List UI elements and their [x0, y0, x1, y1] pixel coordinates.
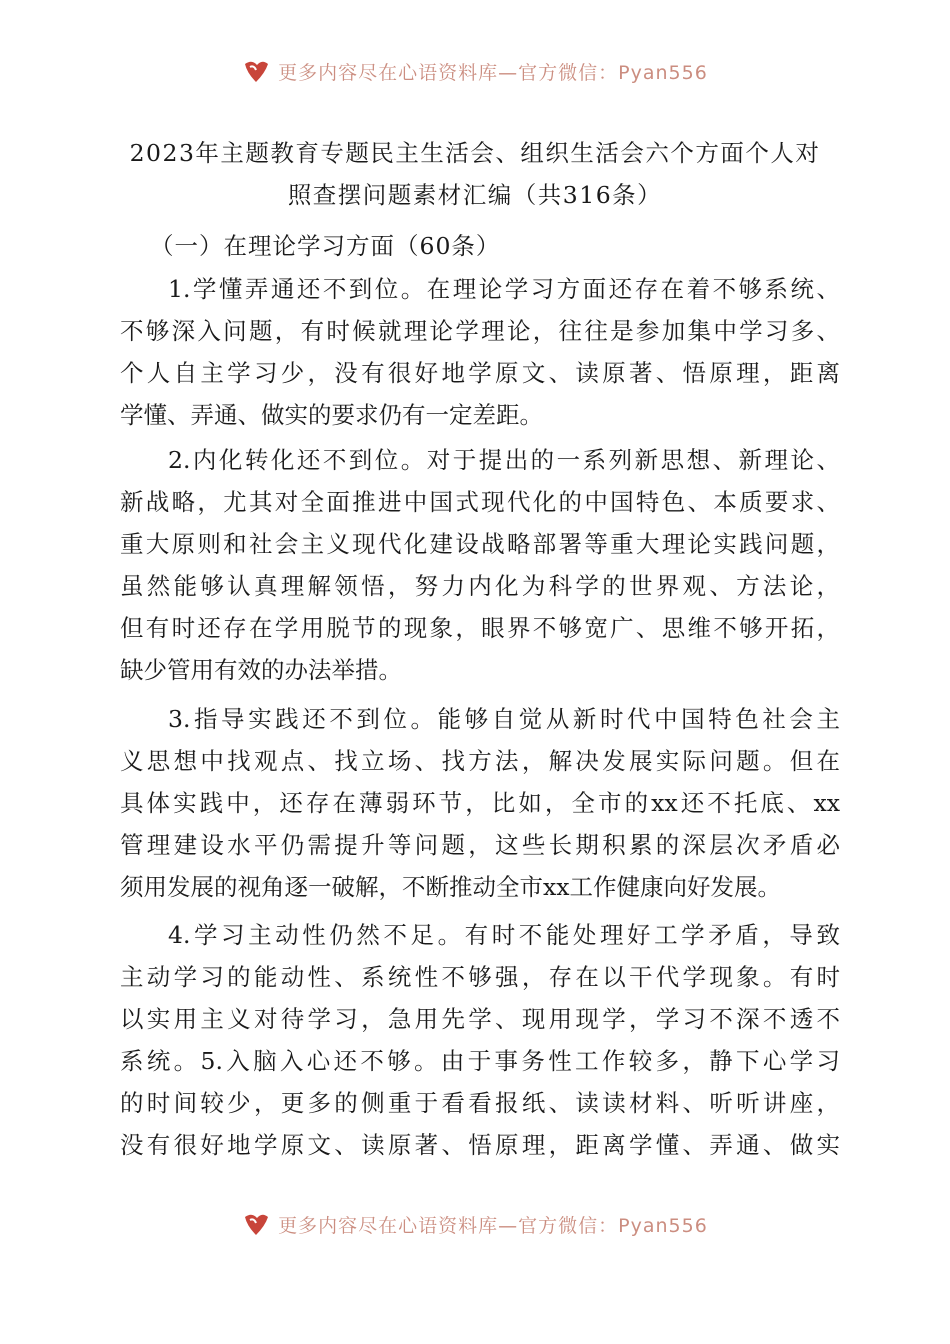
body-line: 新战略，尤其对全面推进中国式现代化的中国特色、本质要求、	[120, 488, 840, 516]
body-line: 具体实践中，还存在薄弱环节，比如，全市的xx还不托底、xx	[120, 789, 840, 817]
brand-logo-icon	[242, 1211, 270, 1237]
body-line: 主动学习的能动性、系统性不够强，存在以干代学现象。有时	[120, 963, 840, 991]
document-title-line-1: 2023年主题教育专题民主生活会、组织生活会六个方面个人对	[129, 139, 821, 167]
body-line: 管理建设水平仍需提升等问题，这些长期积累的深层次矛盾必	[120, 831, 840, 859]
section-heading: （一）在理论学习方面（60条）	[150, 232, 501, 260]
body-line: 的时间较少，更多的侧重于看看报纸、读读材料、听听讲座，	[120, 1089, 840, 1117]
watermark-text: 更多内容尽在心语资料库—官方微信：Pyan556	[278, 61, 708, 84]
body-line: 须用发展的视角逐一破解，不断推动全市xx工作健康向好发展。	[120, 873, 782, 901]
watermark-footer	[0, 1209, 950, 1239]
document-title-line-2: 照查摆问题素材汇编（共316条）	[287, 181, 663, 209]
body-line: 义思想中找观点、找立场、找方法，解决发展实际问题。但在	[120, 747, 840, 775]
watermark-text: 更多内容尽在心语资料库—官方微信：Pyan556	[278, 1214, 708, 1237]
body-line: 个人自主学习少，没有很好地学原文、读原著、悟原理，距离	[120, 359, 840, 387]
body-line: 2.内化转化还不到位。对于提出的一系列新思想、新理论、	[168, 446, 840, 474]
body-line: 但有时还存在学用脱节的现象，眼界不够宽广、思维不够开拓，	[120, 614, 840, 642]
watermark-header	[0, 56, 950, 86]
body-line: 没有很好地学原文、读原著、悟原理，距离学懂、弄通、做实	[120, 1131, 840, 1159]
body-line: 以实用主义对待学习，急用先学、现用现学，学习不深不透不	[120, 1005, 840, 1033]
body-line: 系统。5.入脑入心还不够。由于事务性工作较多，静下心学习	[120, 1047, 840, 1075]
body-line: 重大原则和社会主义现代化建设战略部署等重大理论实践问题，	[120, 530, 840, 558]
body-line: 3.指导实践还不到位。能够自觉从新时代中国特色社会主	[168, 705, 840, 733]
body-line: 1.学懂弄通还不到位。在理论学习方面还存在着不够系统、	[168, 275, 840, 303]
body-line: 4.学习主动性仍然不足。有时不能处理好工学矛盾，导致	[168, 921, 840, 949]
body-line: 不够深入问题，有时候就理论学理论，往往是参加集中学习多、	[120, 317, 840, 345]
body-line: 虽然能够认真理解领悟，努力内化为科学的世界观、方法论，	[120, 572, 840, 600]
body-line: 学懂、弄通、做实的要求仍有一定差距。	[120, 401, 543, 429]
brand-logo-icon	[242, 58, 270, 84]
body-line: 缺少管用有效的办法举措。	[120, 656, 402, 684]
